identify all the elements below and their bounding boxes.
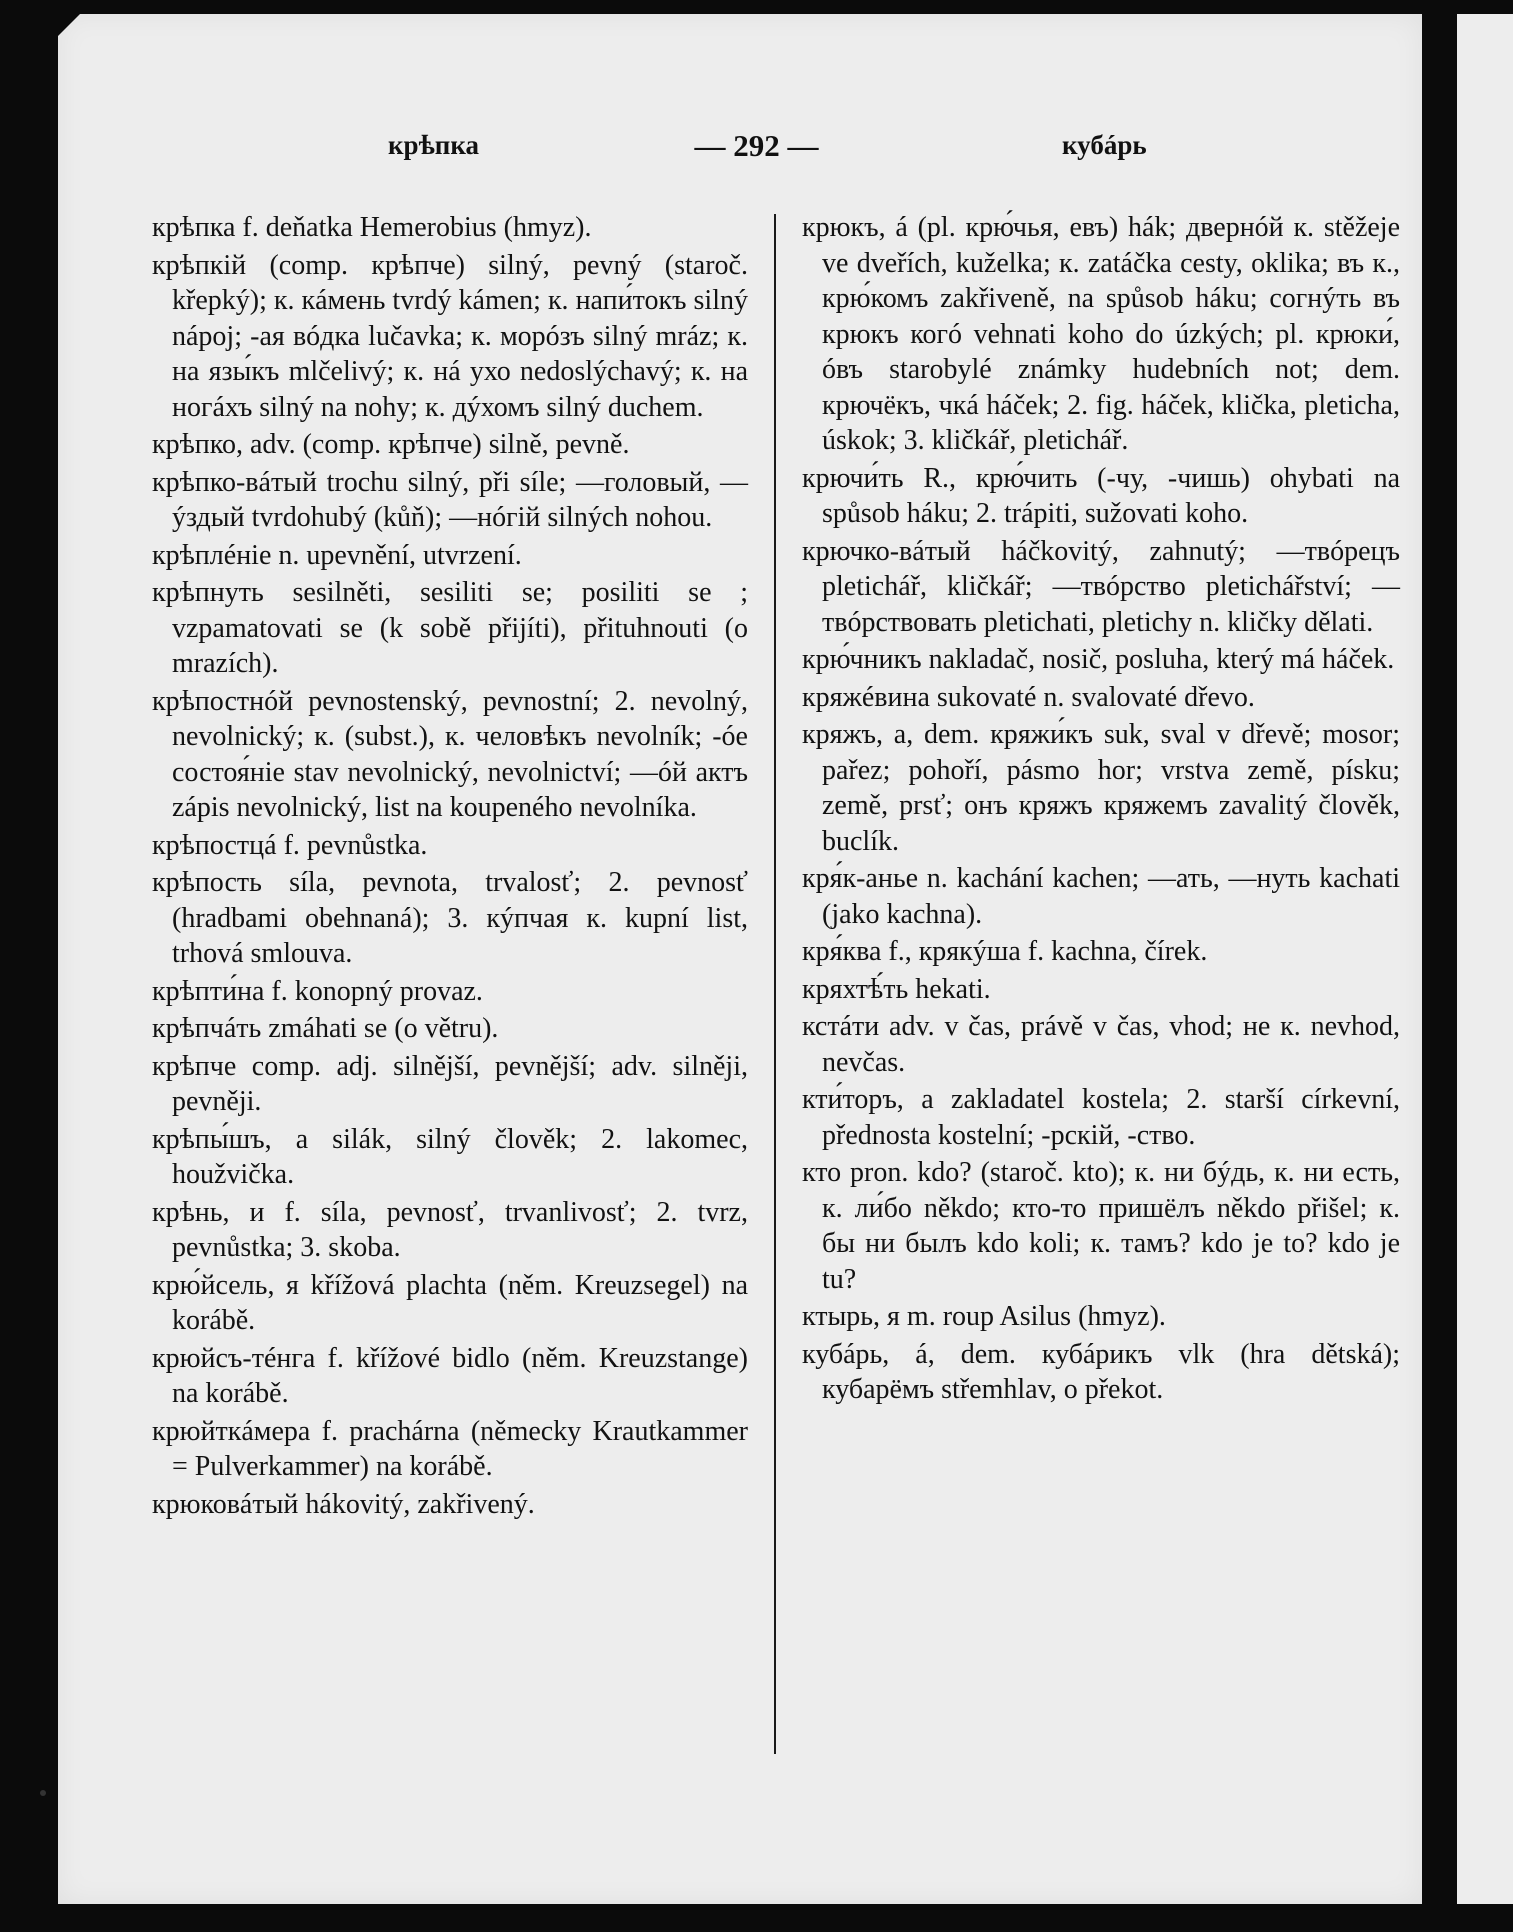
left-column <box>152 210 748 1524</box>
dictionary-entry: крючи́ть R., крю́чить (-чу, -чишь) ohybati na spůsob háku; 2. trápiti, sužovati koho. <box>802 462 1400 529</box>
right-column <box>802 210 1400 1410</box>
page-number: — 292 — <box>694 128 819 163</box>
dictionary-entry: ктырь, я m. roup Asilus (hmyz). <box>802 1301 1166 1332</box>
dictionary-entry: крюйсъ-тéнга f. křížové bidlo (něm. Kreuzstange) na korábě. <box>152 1342 748 1409</box>
dictionary-entry: крѣпчáть zmáhati se (o větru). <box>152 1013 499 1044</box>
page-corner-shadow <box>58 14 80 36</box>
dictionary-entry: крѣпостцá f. pevnůstka. <box>152 829 428 861</box>
dictionary-entry: кти́торъ, a zakladatel kostela; 2. starší církevní, přednosta kostelní; -рскій, -ство. <box>802 1084 1400 1151</box>
dictionary-entry: крю́чникъ nakladač, nosič, posluha, který má háček. <box>802 644 1395 675</box>
dictionary-entry: крѣплéніе n. upevnění, utvrzení. <box>152 539 522 571</box>
dictionary-entry: крѣпка f. deňatka Hemerobius (hmyz). <box>152 212 592 243</box>
dictionary-entry: кряжéвина sukovaté n. svalovaté dřevo. <box>802 681 1255 713</box>
dictionary-entry: крѣнь, и f. síla, pevnosť, trvanlivosť; 2. tvrz, pevnůstka; 3. skoba. <box>152 1196 748 1263</box>
dictionary-entry: крѣпкій (comp. крѣпче) silný, pevný (staroč. křepký); к. кáмень tvrdý kámen; к. напи́токъ silný nápoj; -ая вóдка lučavka; к. морóзъ silný mráz; к. на язы́къ mlčelivý; к. нá ухо nedoslýchavý; к. на ногáхъ silný na nohy; к. дýхомъ silný duchem. <box>152 249 748 423</box>
column-divider <box>774 214 776 1754</box>
dictionary-entry: кто pron. kdo? (staroč. kto); к. ни бýдь, к. ни есть, к. ли́бо někdo; кто-то пришёлъ někdo přišel; к. бы ни былъ kdo koli; к. тамъ? kdo je to? kdo je tu? <box>802 1157 1400 1295</box>
scan-speck <box>40 1790 46 1796</box>
running-head-right: кубáрь <box>1062 130 1147 160</box>
dictionary-entry: крю́йсель, я křížová plachta (něm. Kreuzsegel) na korábě. <box>152 1269 748 1336</box>
dictionary-entry: крюкъ, á (pl. крю́чья, евъ) hák; двернóй к. stěžeje ve dveřích, kuželka; к. zatáčka cesty, oklika; въ к., крю́комъ zakřiveně, na spůsob háku; согнýть въ крюкъ когó vehnati koho do úzkých; pl. крюки́, óвъ starobylé známky hudebních not; dem. крючёкъ, чкá háček; 2. fig. háček, klička, pleticha, úskok; 3. kličkář, pletichář. <box>802 212 1400 456</box>
dictionary-entry: крѣпко, adv. (comp. крѣпче) silně, pevně. <box>152 429 630 460</box>
dictionary-entry: кряжъ, a, dem. кряжи́къ suk, sval v dřevě; mosor; pařez; pohoří, pásmo hor; vrstva země, písku; země, prsť; онъ кряжъ кряжемъ zavalitý člověk, buclík. <box>802 719 1400 857</box>
dictionary-entry: крѣпко-вáтый trochu silný, při síle; —головый, —ýздый tvrdohubý (kůň); —нóгій silných nohou. <box>152 466 748 533</box>
dictionary-entry: кря́к-анье n. kachání kachen; —ать, —нуть kachati (jako kachna). <box>802 863 1400 930</box>
next-page-edge <box>1457 14 1513 1904</box>
dictionary-entry: крѣпы́шъ, a silák, silný člověk; 2. lakomec, houžvička. <box>152 1123 748 1190</box>
running-head-left: крѣпка <box>388 130 479 160</box>
dictionary-entry: кубáрь, á, dem. кубáрикъ vlk (hra dětská); кубарёмъ střemhlav, o překot. <box>802 1338 1400 1405</box>
dictionary-entry: крѣпти́на f. konopný provaz. <box>152 975 483 1007</box>
dictionary-entry: кряхтѣ́ть hekati. <box>802 973 991 1005</box>
dictionary-entry: крѣпче comp. adj. silnější, pevnější; adv. silněji, pevněji. <box>152 1050 748 1117</box>
dictionary-entry: кря́ква f., крякýша f. kachna, čírek. <box>802 936 1208 967</box>
dictionary-entry: крѣпость síla, pevnota, trvalosť; 2. pevnosť (hradbami obehnaná); 3. кýпчая к. kupní list, trhová smlouva. <box>152 867 748 969</box>
dictionary-entry: крѣпостнóй pevnostenský, pevnostní; 2. nevolný, nevolnický; к. (subst.), к. человѣкъ nevolník; -óе состоя́ніе stav nevolnický, nevolnictví; —óй актъ zápis nevolnický, list na koupeného nevolníka. <box>152 685 748 823</box>
dictionary-entry: крюковáтый hákovitý, zakřivený. <box>152 1488 535 1520</box>
dictionary-entry: крѣпнуть sesilněti, sesiliti se; posiliti se ; vzpamatovati se (k sobě přijíti), přituhnouti (o mrazích). <box>152 577 748 679</box>
dictionary-entry: кстáти adv. v čas, právě v čas, vhod; не к. nevhod, nevčas. <box>802 1011 1400 1078</box>
dictionary-entry: крюйткáмера f. prachárna (německy Krautkammer = Pulverkammer) na korábě. <box>152 1415 748 1482</box>
dictionary-entry: крючко-вáтый háčkovitý, zahnutý; —твóрецъ pletichář, kličkář; —твóрство pletichářství; —твóрствовать pletichati, pletichy n. kličky dělati. <box>802 535 1400 638</box>
